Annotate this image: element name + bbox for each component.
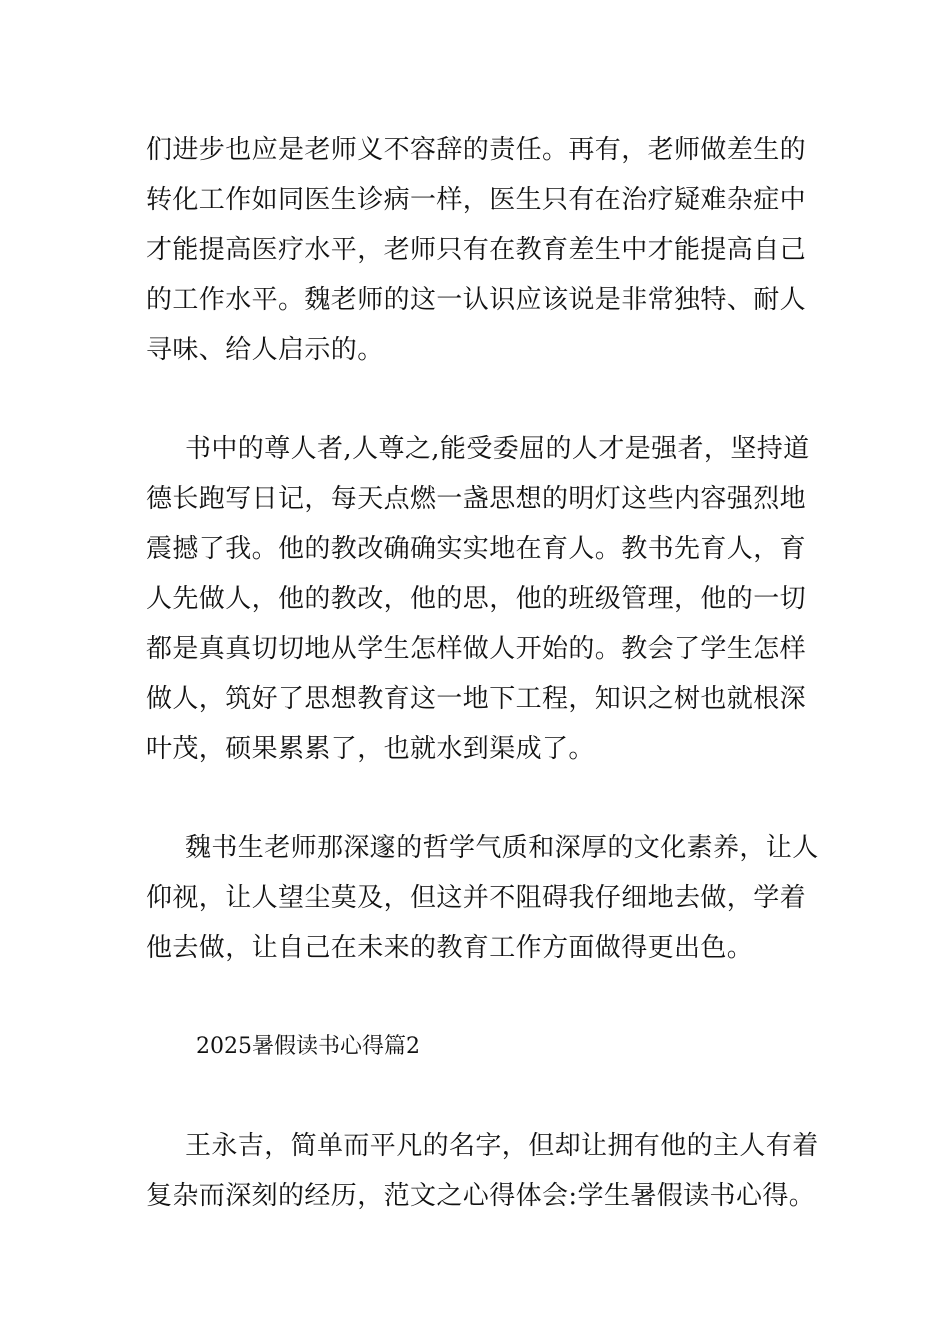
paragraph-2-line-1: 书中的尊人者,人尊之,能受委屈的人才是强者，坚持道 xyxy=(185,434,810,464)
paragraph-2-line-4: 人先做人，他的教改，他的思，他的班级管理，他的一切 xyxy=(146,584,807,614)
paragraph-1-line-1: 们进步也应是老师义不容辞的责任。再有，老师做差生的 xyxy=(146,135,807,165)
paragraph-3-line-1: 魏书生老师那深邃的哲学气质和深厚的文化素养，让人 xyxy=(185,833,819,863)
paragraph-1-line-3: 才能提高医疗水平，老师只有在教育差生中才能提高自己 xyxy=(146,235,807,265)
paragraph-2-line-2: 德长跑写日记，每天点燃一盏思想的明灯这些内容强烈地 xyxy=(146,484,807,514)
paragraph-3-line-2: 仰视，让人望尘莫及，但这并不阻碍我仔细地去做，学着 xyxy=(146,883,807,913)
paragraph-2-line-5: 都是真真切切地从学生怎样做人开始的。教会了学生怎样 xyxy=(146,634,807,664)
section-heading: 2025暑假读书心得篇2 xyxy=(196,1034,420,1059)
paragraph-4-line-2: 复杂而深刻的经历，范文之心得体会:学生暑假读书心得。 xyxy=(146,1181,816,1211)
paragraph-2-line-6: 做人，筑好了思想教育这一地下工程，知识之树也就根深 xyxy=(146,684,807,714)
paragraph-1-line-2: 转化工作如同医生诊病一样，医生只有在治疗疑难杂症中 xyxy=(146,185,807,215)
paragraph-2-line-3: 震撼了我。他的教改确确实实地在育人。教书先育人，育 xyxy=(146,534,807,564)
paragraph-3-line-3: 他去做，让自己在未来的教育工作方面做得更出色。 xyxy=(146,933,754,963)
paragraph-1-line-5: 寻味、给人启示的。 xyxy=(146,335,384,365)
paragraph-4-line-1: 王永吉，简单而平凡的名字，但却让拥有他的主人有着 xyxy=(185,1131,819,1161)
paragraph-2-line-7: 叶茂，硕果累累了，也就水到渠成了。 xyxy=(146,734,595,764)
paragraph-1-line-4: 的工作水平。魏老师的这一认识应该说是非常独特、耐人 xyxy=(146,285,807,315)
